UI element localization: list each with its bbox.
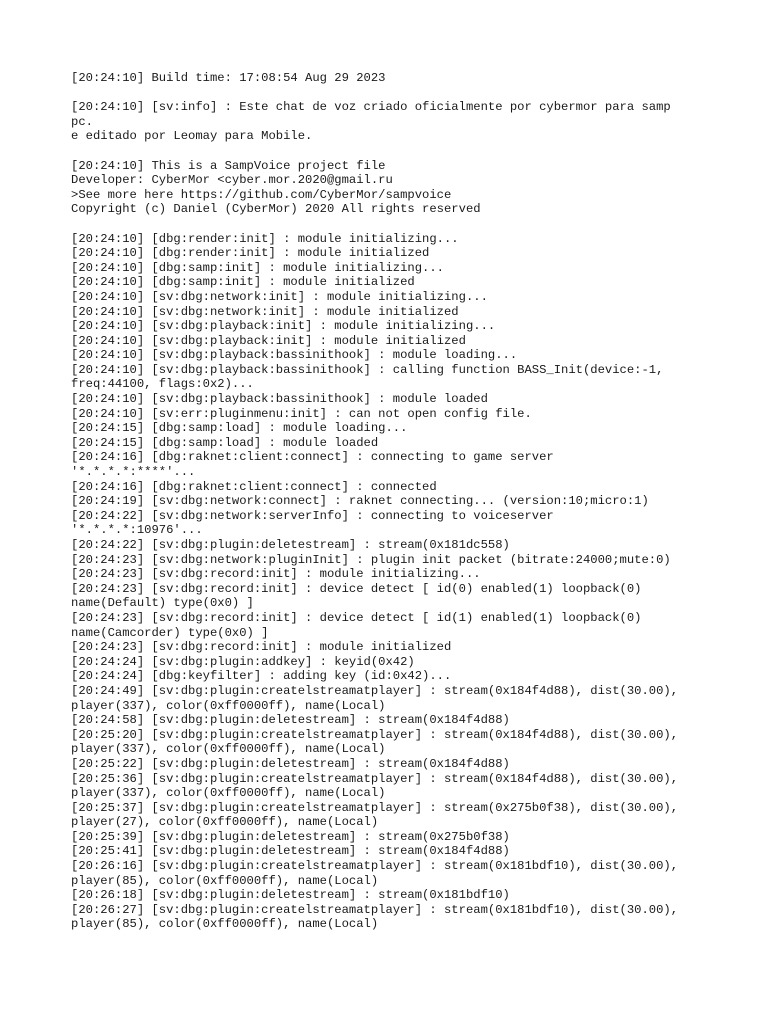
log-document [71, 71, 721, 932]
log-line: Copyright (c) Daniel (CyberMor) 2020 All rights reserved [71, 202, 481, 217]
log-line: name(Default) type(0x0) ] [71, 596, 254, 611]
log-line: [20:24:10] [sv:info] : Este chat de voz criado oficialmente por cybermor para samp [71, 100, 671, 115]
log-line: [20:24:10] [sv:dbg:network:init] : module initializing... [71, 289, 488, 304]
log-line: player(337), color(0xff0000ff), name(Local) [71, 742, 386, 757]
log-line: e editado por Leomay para Mobile. [71, 129, 313, 144]
log-line: player(337), color(0xff0000ff), name(Local) [71, 698, 386, 713]
log-line: [20:24:10] [dbg:samp:init] : module initialized [71, 275, 415, 290]
log-line: [20:25:20] [sv:dbg:plugin:createlstreamatplayer] : stream(0x184f4d88), dist(30.00), [71, 727, 679, 742]
log-line: [20:24:23] [sv:dbg:network:pluginInit] : plugin init packet (bitrate:24000;mute:0) [71, 552, 671, 567]
blank-line [71, 217, 721, 232]
log-line: '*.*.*.*:10976'... [71, 523, 203, 538]
log-line: freq:44100, flags:0x2)... [71, 377, 254, 392]
blank-line [71, 144, 721, 159]
log-line: [20:24:23] [sv:dbg:record:init] : device detect [ id(1) enabled(1) loopback(0) [71, 610, 642, 625]
log-line: [20:26:27] [sv:dbg:plugin:createlstreamatplayer] : stream(0x181bdf10), dist(30.00), [71, 902, 679, 917]
log-line: [20:26:18] [sv:dbg:plugin:deletestream] : stream(0x181bdf10) [71, 888, 510, 903]
log-line: [20:24:23] [sv:dbg:record:init] : device detect [ id(0) enabled(1) loopback(0) [71, 581, 642, 596]
log-line: [20:25:36] [sv:dbg:plugin:createlstreamatplayer] : stream(0x184f4d88), dist(30.00), [71, 771, 679, 786]
log-line: [20:24:15] [dbg:samp:load] : module loading... [71, 421, 408, 436]
log-line: [20:24:22] [sv:dbg:network:serverInfo] : connecting to voiceserver [71, 508, 554, 523]
log-line: [20:24:24] [dbg:keyfilter] : adding key (id:0x42)... [71, 669, 452, 684]
log-line: [20:24:10] This is a SampVoice project file [71, 158, 386, 173]
log-line: [20:25:41] [sv:dbg:plugin:deletestream] : stream(0x184f4d88) [71, 844, 510, 859]
log-line: [20:24:49] [sv:dbg:plugin:createlstreamatplayer] : stream(0x184f4d88), dist(30.00), [71, 683, 679, 698]
log-line: [20:24:10] [sv:dbg:playback:bassinithook] : module loaded [71, 392, 488, 407]
log-line: [20:24:10] [sv:dbg:playback:init] : module initialized [71, 333, 466, 348]
log-line: [20:24:16] [dbg:raknet:client:connect] : connecting to game server [71, 450, 554, 465]
log-line: player(27), color(0xff0000ff), name(Local) [71, 815, 379, 830]
log-line: [20:25:37] [sv:dbg:plugin:createlstreamatplayer] : stream(0x275b0f38), dist(30.00), [71, 800, 679, 815]
log-line: [20:24:58] [sv:dbg:plugin:deletestream] : stream(0x184f4d88) [71, 713, 510, 728]
log-line: [20:24:22] [sv:dbg:plugin:deletestream] : stream(0x181dc558) [71, 538, 510, 552]
log-line: [20:24:24] [sv:dbg:plugin:addkey] : keyid(0x42) [71, 654, 415, 669]
log-line: [20:24:15] [dbg:samp:load] : module loaded [71, 435, 379, 450]
log-line: [20:25:22] [sv:dbg:plugin:deletestream] : stream(0x184f4d88) [71, 756, 510, 771]
log-line: [20:24:10] [sv:dbg:playback:bassinithook] : module loading... [71, 348, 518, 363]
log-line: [20:24:10] [dbg:render:init] : module initializing... [71, 231, 459, 246]
log-line: [20:24:10] Build time: 17:08:54 Aug 29 2023 [71, 71, 386, 85]
log-line: name(Camcorder) type(0x0) ] [71, 625, 269, 640]
log-line: pc. [71, 114, 93, 129]
log-line: [20:24:23] [sv:dbg:record:init] : module initializing... [71, 567, 481, 582]
log-line: [20:26:16] [sv:dbg:plugin:createlstreamatplayer] : stream(0x181bdf10), dist(30.00), [71, 859, 679, 874]
blank-line [71, 86, 721, 101]
log-line: [20:24:23] [sv:dbg:record:init] : module initialized [71, 640, 452, 655]
log-line: player(337), color(0xff0000ff), name(Local) [71, 786, 386, 801]
log-line: Developer: CyberMor <cyber.mor.2020@gmail.ru [71, 173, 393, 188]
log-line: [20:24:19] [sv:dbg:network:connect] : raknet connecting... (version:10;micro:1) [71, 494, 649, 509]
log-line: [20:25:39] [sv:dbg:plugin:deletestream] : stream(0x275b0f38) [71, 829, 510, 844]
log-line: >See more here https://github.com/CyberMor/sampvoice [71, 187, 452, 202]
log-line: [20:24:10] [dbg:samp:init] : module initializing... [71, 260, 444, 275]
log-line: [20:24:10] [sv:dbg:network:init] : module initialized [71, 304, 459, 319]
log-line: [20:24:10] [sv:dbg:playback:bassinithook] : calling function BASS_Init(device:-1, [71, 362, 664, 377]
log-line: '*.*.*.*:****'... [71, 465, 196, 480]
log-line: [20:24:10] [dbg:render:init] : module initialized [71, 246, 430, 261]
log-line: [20:24:10] [sv:dbg:playback:init] : module initializing... [71, 319, 496, 334]
log-line: [20:24:16] [dbg:raknet:client:connect] : connected [71, 479, 437, 494]
log-line: [20:24:10] [sv:err:pluginmenu:init] : can not open config file. [71, 406, 532, 421]
log-line: player(85), color(0xff0000ff), name(Local) [71, 873, 379, 888]
log-line: player(85), color(0xff0000ff), name(Local) [71, 917, 379, 932]
